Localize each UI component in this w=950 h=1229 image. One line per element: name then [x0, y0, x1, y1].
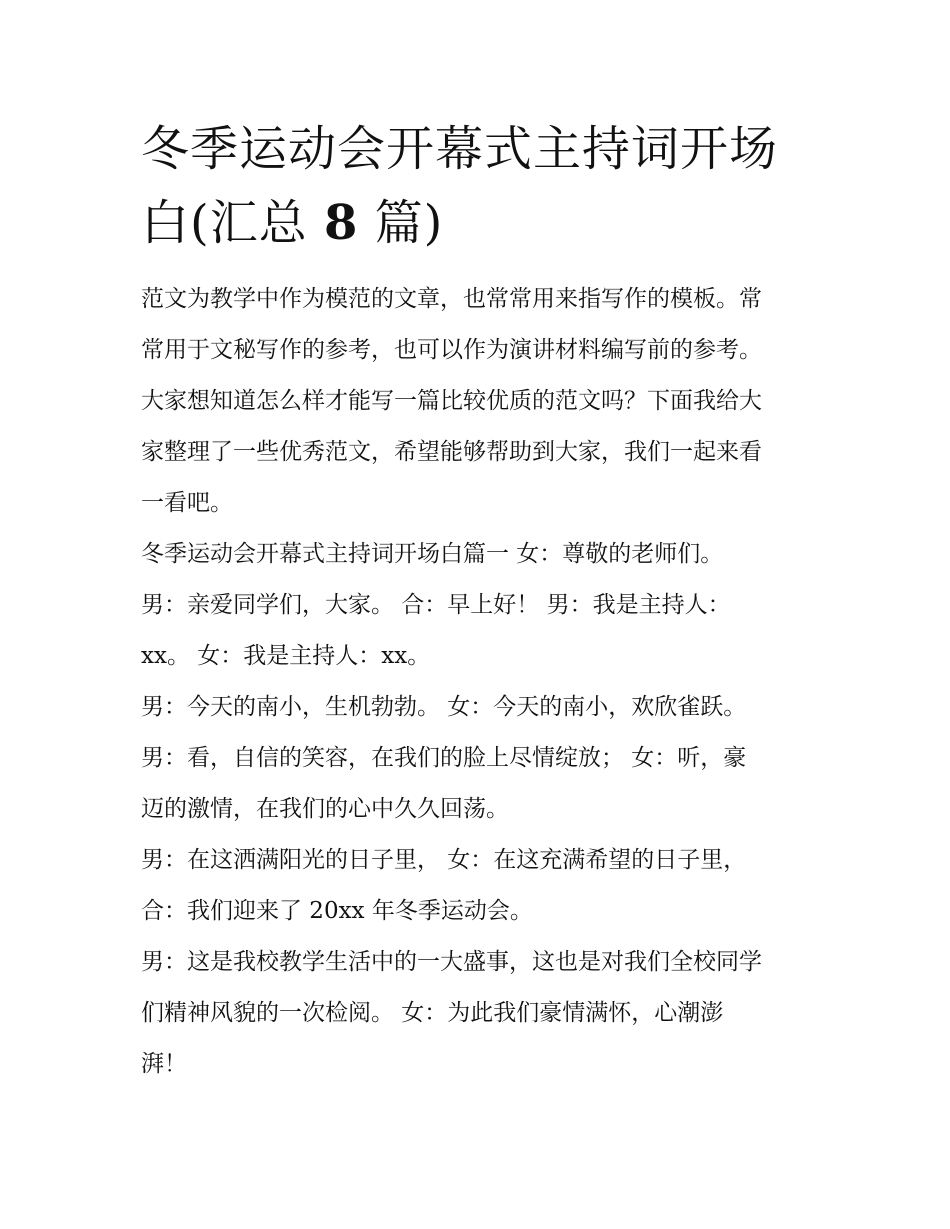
script-line: 冬季运动会开幕式主持词开场白篇一 女：尊敬的老师们。 — [141, 541, 724, 567]
script-line: 合：我们迎来了 20xx 年冬季运动会。 — [141, 898, 533, 924]
intro-line: 常用于文秘写作的参考，也可以作为演讲材料编写前的参考。 — [141, 337, 762, 363]
title-line-1: 冬季运动会开幕式主持词开场 — [141, 121, 779, 177]
script-line: 男：今天的南小，生机勃勃。 女：今天的南小，欢欣雀跃。 — [141, 694, 747, 720]
intro-line: 家整理了一些优秀范文，希望能够帮助到大家，我们一起来看 — [141, 439, 762, 465]
script-line: 迈的激情，在我们的心中久久回荡。 — [141, 796, 509, 822]
document-content — [141, 112, 821, 1090]
script-body — [141, 529, 821, 1090]
script-line: 男：看，自信的笑容，在我们的脸上尽情绽放； 女：听，豪 — [141, 745, 747, 771]
script-line: xx。 女：我是主持人：xx。 — [141, 643, 431, 669]
intro-paragraph — [141, 274, 821, 529]
title-line-2-part-b: 篇) — [374, 195, 444, 251]
script-line: 男：在这洒满阳光的日子里， 女：在这充满希望的日子里， — [141, 847, 747, 873]
intro-line: 范文为教学中作为模范的文章，也常常用来指写作的模板。常 — [141, 286, 762, 312]
title-line-2 — [141, 186, 821, 260]
script-line: 男：亲爱同学们，大家。 合：早上好！ 男：我是主持人： — [141, 592, 731, 618]
script-line: 男：这是我校教学生活中的一大盛事，这也是对我们全校同学 — [141, 949, 762, 975]
title-line-2-number: 8 — [324, 195, 359, 251]
intro-line: 一看吧。 — [141, 490, 233, 516]
title-line-2-part-a: 白(汇总 — [141, 195, 308, 251]
script-line: 们精神风貌的一次检阅。 女：为此我们豪情满怀，心潮澎 — [141, 1000, 724, 1026]
intro-line: 大家想知道怎么样才能写一篇比较优质的范文吗？下面我给大 — [141, 388, 762, 414]
document-title — [141, 112, 821, 260]
script-line: 湃！ — [141, 1051, 187, 1077]
